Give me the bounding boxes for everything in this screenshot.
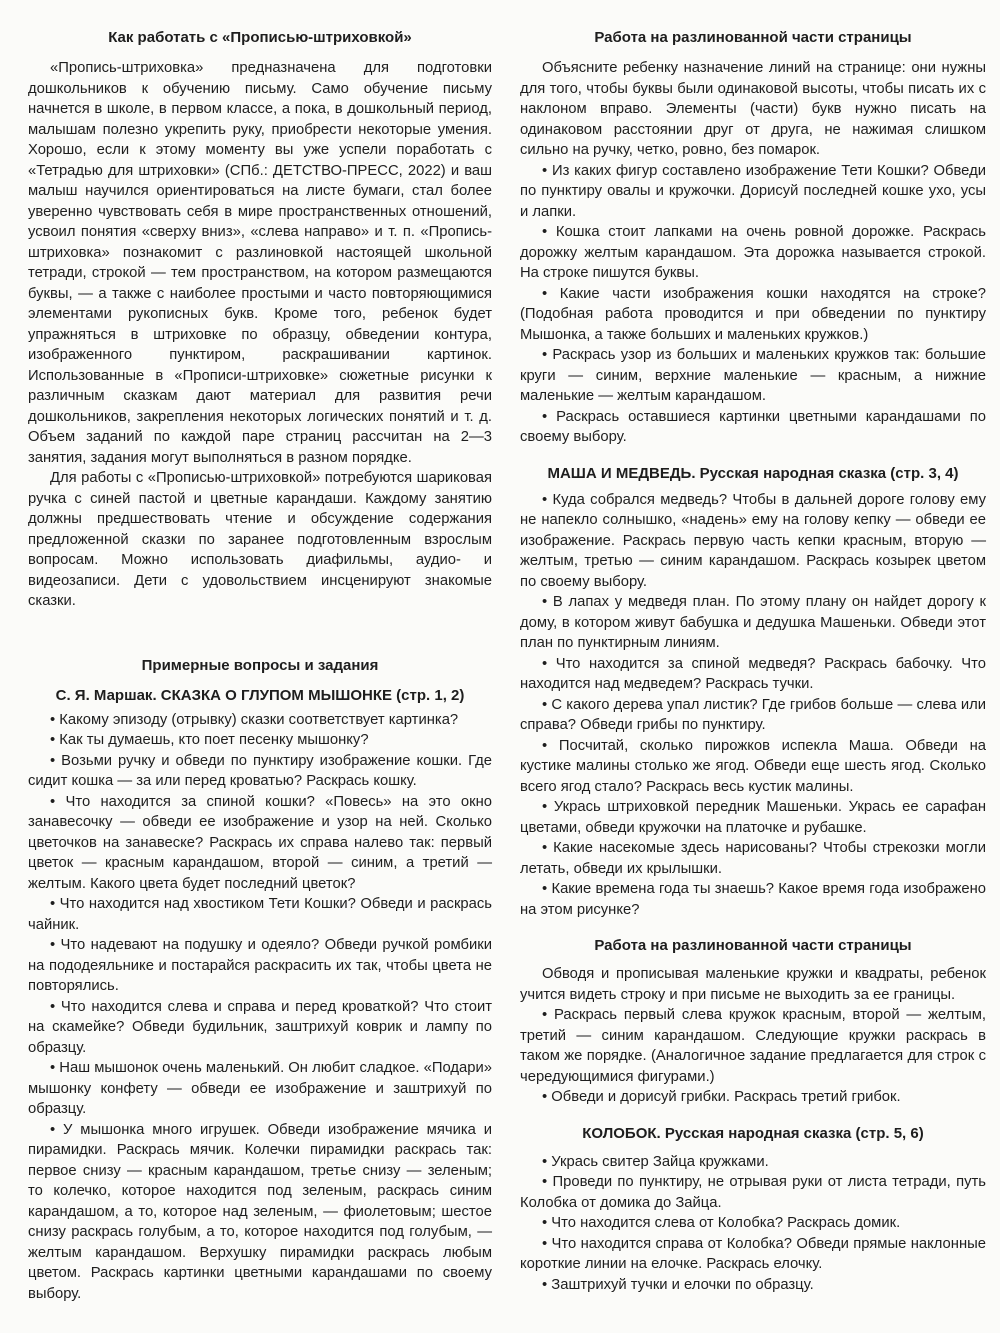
right-column xyxy=(520,28,986,1295)
marshak-item: • У мышонка много игрушек. Обведи изображение мячика и пирамидки. Раскрась мячик. Колечки пирамидки раскрась так: первое снизу — красным карандашом, третье снизу — зеленым; то колечко, которое находится под зеленым, раскрась синим карандашом, а то, которое над зеленым, — фиолетовым; шестое снизу раскрась голубым, а то, которое находится под голубым, — желтым карандашом. Верхушку пирамидки раскрась любым цветом. Раскрась картинки цветными карандашами по своему выбору. xyxy=(28,1121,492,1302)
heading-lined-part-2: Работа на разлинованной части страницы xyxy=(594,937,912,954)
lined-1-item: • Раскрась оставшиеся картинки цветными карандашами по своему выбору. xyxy=(520,408,986,445)
lined-2-item: • Раскрась первый слева кружок красным, второй — желтым, третий — синим карандашом. Следующие кружки раскрась в таком же порядке. (Аналогичное задание предлагается для строк с чередующимися фигурами.) xyxy=(520,1007,986,1085)
marshak-item: • Что находится за спиной кошки? «Повесь» на это окно занавесочку — обведи ее изображение и узор на ней. Сколько цветочков на занавеске? Раскрась их справа налево так: первый цветок — красным карандашом, второй — синим, а третий — желтым. Какого цвета будет последний цветок? xyxy=(28,793,492,892)
lined-1-item: • Из каких фигур составлено изображение Тети Кошки? Обведи по пунктиру овалы и кружочки. Дорисуй последней кошке ухо, усы и лапки. xyxy=(520,162,986,220)
marshak-item: • Что находится слева и справа и перед кроваткой? Что стоит на скамейке? Обведи будильник, заштрихуй коврик и лампу по образцу. xyxy=(28,998,492,1056)
lined-1-item: • Кошка стоит лапками на очень ровной дорожке. Раскрась дорожку желтым карандашом. Эта дорожка называется строкой. На строке пишутся буквы. xyxy=(520,224,986,281)
lined-1-item: • Какие части изображения кошки находятся на строке? (Подобная работа проводится и при обведении по пунктиру Мышонка, а также больших и маленьких кружков.) xyxy=(520,285,986,343)
masha-item: • Посчитай, сколько пирожков испекла Маша. Обведи на кустике малины столько же ягод. Обведи еще шесть ягод. Сколько всего ягод стало? Раскрась весь кустик малины. xyxy=(520,737,986,795)
masha-item: • Какие насекомые здесь нарисованы? Чтобы стрекозки могли летать, обведи их крылышки. xyxy=(520,840,986,877)
marshak-item: • Что находится над хвостиком Тети Кошки? Обведи и раскрась чайник. xyxy=(28,896,492,933)
heading-questions: Примерные вопросы и задания xyxy=(141,656,379,674)
heading-masha-and-bear: МАША И МЕДВЕДЬ. Русская народная сказка (стр. 3, 4) xyxy=(547,464,959,482)
marshak-item: • Что надевают на подушку и одеяло? Обведи ручкой ромбики на пододеяльнике и постарайся раскрасить их так, чтобы цвета не повторялись. xyxy=(28,937,492,994)
masha-item: • Укрась штриховкой передник Машеньки. Укрась ее сарафан цветами, обведи кружочки на платочке и рубашке. xyxy=(520,799,986,836)
marshak-item: • Как ты думаешь, кто поет песенку мышонку? xyxy=(50,732,369,748)
marshak-item: • Наш мышонок очень маленький. Он любит сладкое. «Подари» мышонку конфету — обведи ее изображение и заштрихуй по образцу. xyxy=(28,1060,493,1117)
marshak-item: • Какому эпизоду (отрывку) сказки соответствует картинка? xyxy=(50,711,459,728)
lined-1-item: • Раскрась узор из больших и маленьких кружков так: большие круги — синим, верхние маленькие — красным, а нижние маленькие — желтым карандашом. xyxy=(520,347,986,404)
kolobok-item: • Проведи по пунктиру, не отрывая руки от листа тетради, путь Колобка от домика до Зайца. xyxy=(520,1174,986,1211)
heading-marshak: С. Я. Маршак. СКАЗКА О ГЛУПОМ МЫШОНКЕ (стр. 1, 2) xyxy=(55,686,465,704)
kolobok-item: • Укрась свитер Зайца кружками. xyxy=(542,1153,769,1170)
masha-item: • Что находится за спиной медведя? Раскрась бабочку. Что находится над медведем? Раскрась тучки. xyxy=(520,655,986,692)
left-column xyxy=(28,28,492,1304)
intro-paragraph-2: Для работы с «Прописью-штриховкой» потребуются шариковая ручка с синей пастой и цветные карандаши. Каждому занятию должны предшествовать чтение и обсуждение содержания предложенной сказки по заранее подготовленным взрослым вопросам. Можно использовать диафильмы, аудио- и видеозаписи. Дети с удовольствием инсценируют знакомые сказки. xyxy=(28,470,492,609)
lined-2-item: Обводя и прописывая маленькие кружки и квадраты, ребенок учится видеть строку и при письме не выходить за ее границы. xyxy=(520,966,986,1003)
kolobok-item: • Что находится справа от Колобка? Обведи прямые наклонные короткие линии на елочке. Раскрась елочку. xyxy=(520,1235,986,1272)
heading-lined-part-1: Работа на разлинованной части страницы xyxy=(594,29,912,46)
heading-how-to-work: Как работать с «Прописью-штриховкой» xyxy=(108,29,412,46)
intro-paragraph-1: «Пропись-штриховка» предназначена для подготовки дошкольников к обучению письму. Само обучение письму начнется в школе, в первом классе, а пока, в дошкольный период, малышам полезно укрепить руку, приобрести некоторые умения. Хорошо, если к этому моменту вы уже успели поработать с «Тетрадью для штриховки» (СПб.: ДЕТСТВО-ПРЕСС, 2022) и ваш малыш научился ориентироваться на листе бумаги, стал более уверенно чувствовать себя в мире пространственных отношений, усвоил понятия «сверху вниз», «слева направо» и т. п. «Пропись-штриховка» познакомит с разлиновкой настоящей школьной тетради, строкой — тем пространством, на котором размещаются буквы, — а также с наиболее простыми и часто повторяющимися элементами рукописных букв. Кроме того, ребенок будет упражняться в штриховке по образцу, обведении контура, изображенного пунктиром, раскрашивании картинок. Использованные в «Прописи-штриховке» сюжетные рисунки к различным сказкам дают материал для развития речи дошкольников, закрепления некоторых логических понятий и т. д. Объем заданий по каждой паре страниц рассчитан на 2—3 занятия, задания могут выполняться в разном порядке. xyxy=(28,60,492,466)
masha-item: • С какого дерева упал листик? Где грибов больше — слева или справа? Обведи грибы по пунктиру. xyxy=(520,696,986,733)
heading-kolobok: КОЛОБОК. Русская народная сказка (стр. 5, 6) xyxy=(582,1124,924,1142)
masha-item: • Какие времена года ты знаешь? Какое время года изображено на этом рисунке? xyxy=(520,881,986,918)
lined-1-item: Объясните ребенку назначение линий на странице: они нужны для того, чтобы буквы были одинаковой высоты, чтобы писать их с наклоном вправо. Элементы (части) букв нужно писать на одинаковом расстоянии друг от друга, не нажимая слишком сильно на ручку, четко, ровно, без помарок. xyxy=(520,60,986,158)
kolobok-item: • Заштрихуй тучки и елочки по образцу. xyxy=(542,1276,814,1293)
masha-item: • В лапах у медведя план. По этому плану он найдет дорогу к дому, в котором живут бабушка и дедушка Машеньки. Обведи этот план по пунктирным линиям. xyxy=(520,594,986,651)
marshak-item: • Возьми ручку и обведи по пунктиру изображение кошки. Где сидит кошка — за или перед кроватью? Раскрась кошку. xyxy=(28,752,492,789)
lined-2-item: • Обведи и дорисуй грибки. Раскрась третий грибок. xyxy=(542,1089,901,1105)
kolobok-item: • Что находится слева от Колобка? Раскрась домик. xyxy=(542,1215,901,1231)
masha-item: • Куда собрался медведь? Чтобы в дальней дороге голову ему не напекло солнышко, «надень» ему на голову кепку — обведи ее изображение. Раскрась первую часть кепки красным, вторую — желтым, третью — синим карандашом. Раскрась козырек цветом по своему выбору. xyxy=(520,491,986,590)
